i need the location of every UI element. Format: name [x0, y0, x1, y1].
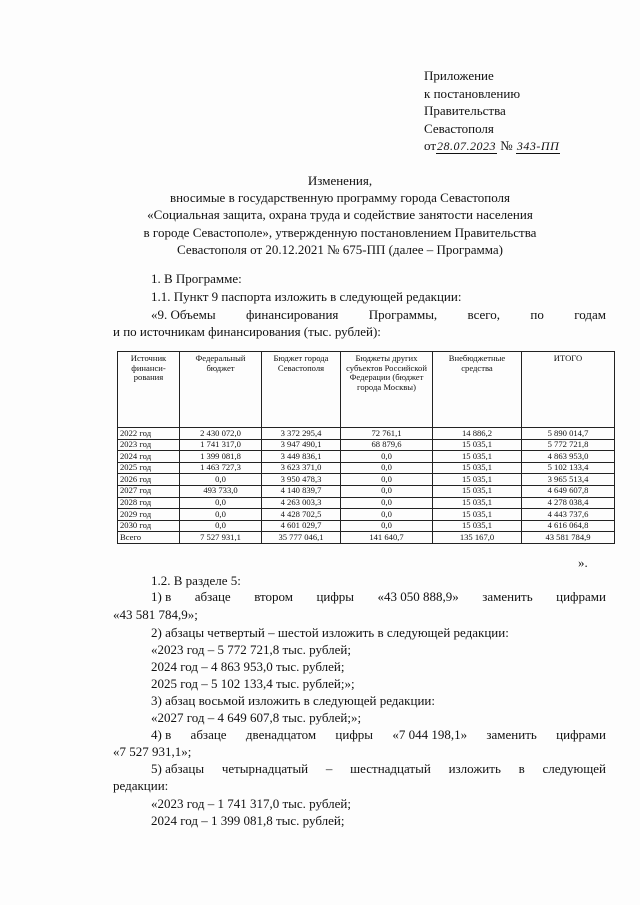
- para-1-line-2: «43 581 784,9»;: [113, 607, 198, 622]
- appendix-block: [424, 67, 560, 156]
- table-cell: 0,0: [341, 474, 433, 486]
- table-row: [118, 428, 615, 440]
- table-cell: 3 947 490,1: [262, 439, 341, 451]
- table-cell: 1 741 317,0: [180, 439, 262, 451]
- table-cell: 43 581 784,9: [522, 532, 615, 544]
- word: абзаце: [194, 589, 231, 604]
- word: 4) в: [151, 727, 172, 742]
- table-cell: 14 886,2: [433, 428, 522, 440]
- word: заменить: [486, 727, 537, 742]
- heading-line: вносимые в государственную программу города Севастополя: [169, 190, 511, 206]
- section-1: 1. В Программе:: [151, 271, 242, 286]
- table-cell: 2022 год: [118, 428, 180, 440]
- item-9-line-2: и по источникам финансирования (тыс. рублей):: [113, 324, 381, 339]
- table-cell: 1 399 081,8: [180, 451, 262, 463]
- table-cell: 4 649 607,8: [522, 485, 615, 497]
- para-4-line-2: «7 527 931,1»;: [113, 744, 192, 759]
- para-5-b: 2024 год – 1 399 081,8 тыс. рублей;: [151, 813, 345, 828]
- table-cell: 493 733,0: [180, 485, 262, 497]
- word: следующей: [542, 761, 606, 776]
- table-cell: 0,0: [341, 451, 433, 463]
- table-cell: 15 035,1: [433, 462, 522, 474]
- section-1-2: 1.2. В разделе 5:: [151, 573, 241, 588]
- word: 1) в: [151, 589, 172, 604]
- word: в: [518, 761, 525, 776]
- table-cell: 0,0: [180, 474, 262, 486]
- para-4-line-1: [151, 726, 606, 743]
- word: «9. Объемы: [151, 307, 216, 322]
- table-cell: 141 640,7: [341, 532, 433, 544]
- table-cell: 4 601 029,7: [262, 520, 341, 532]
- date-prefix: от: [424, 138, 437, 153]
- word: цифры: [335, 727, 373, 742]
- table-cell: 2 430 072,0: [180, 428, 262, 440]
- table-cell: 5 772 721,8: [522, 439, 615, 451]
- table-row: [118, 451, 615, 463]
- table-cell: 2029 год: [118, 509, 180, 521]
- word: по: [530, 307, 544, 322]
- table-row: [118, 509, 615, 521]
- table-cell: 2023 год: [118, 439, 180, 451]
- appendix-line: Правительства: [424, 103, 506, 118]
- word: изложить: [448, 761, 501, 776]
- heading-line: Севастополя от 20.12.2021 № 675-ПП (далее – Программа): [177, 241, 503, 257]
- table-cell: 5 102 133,4: [522, 462, 615, 474]
- table-cell: 2026 год: [118, 474, 180, 486]
- table-cell: 72 761,1: [341, 428, 433, 440]
- table-cell: 0,0: [341, 497, 433, 509]
- table-row: [118, 497, 615, 509]
- header-source: Источник финанси-рования: [118, 352, 180, 428]
- header-other-regions: Бюджеты других субъектов Российской Федерации (бюджет города Москвы): [341, 352, 433, 428]
- appendix-date-line: [424, 137, 560, 156]
- table-cell: 15 035,1: [433, 520, 522, 532]
- table-cell: 7 527 931,1: [180, 532, 262, 544]
- table-cell: Всего: [118, 532, 180, 544]
- para-2-a: «2023 год – 5 772 721,8 тыс. рублей;: [151, 642, 351, 657]
- table-row: [118, 485, 615, 497]
- table-cell: 0,0: [341, 509, 433, 521]
- table-header-row: [118, 352, 615, 428]
- handwritten-number: 343-ПП: [516, 139, 560, 153]
- word: «43 050 888,9»: [377, 589, 459, 604]
- table-cell: 4 278 038,4: [522, 497, 615, 509]
- table-row: [118, 474, 615, 486]
- table-cell: 68 879,6: [341, 439, 433, 451]
- appendix-line: Приложение: [424, 68, 494, 83]
- header-federal: Федеральный бюджет: [180, 352, 262, 428]
- table-total-row: [118, 532, 615, 544]
- table-row: [118, 462, 615, 474]
- word: финансирования: [245, 307, 339, 322]
- table-cell: 4 443 737,6: [522, 509, 615, 521]
- table-cell: 3 950 478,3: [262, 474, 341, 486]
- table-cell: 15 035,1: [433, 485, 522, 497]
- table-cell: 3 449 836,1: [262, 451, 341, 463]
- table-cell: 1 463 727,3: [180, 462, 262, 474]
- table-cell: 0,0: [180, 509, 262, 521]
- table-cell: 0,0: [341, 520, 433, 532]
- header-city: Бюджет города Севастополя: [262, 352, 341, 428]
- word: –: [325, 761, 333, 776]
- para-2-b: 2024 год – 4 863 953,0 тыс. рублей;: [151, 659, 345, 674]
- word: «7 044 198,1»: [392, 727, 468, 742]
- word: цифрами: [556, 589, 606, 604]
- word: всего,: [467, 307, 501, 322]
- table-cell: 15 035,1: [433, 474, 522, 486]
- word: цифрами: [556, 727, 606, 742]
- heading-line: Изменения,: [307, 173, 373, 188]
- header-total: ИТОГО: [522, 352, 615, 428]
- table-cell: 3 372 295,4: [262, 428, 341, 440]
- para-5-line-2: редакции:: [113, 778, 169, 793]
- table-cell: 15 035,1: [433, 509, 522, 521]
- table-close-quote: ».: [578, 555, 588, 570]
- word: заменить: [482, 589, 533, 604]
- para-1-line-1: [151, 588, 606, 605]
- word: Программы,: [368, 307, 438, 322]
- header-extrabudget: Внебюджетные средства: [433, 352, 522, 428]
- para-2: 2) абзацы четвертый – шестой изложить в следующей редакции:: [151, 625, 509, 640]
- table-cell: 15 035,1: [433, 497, 522, 509]
- table-cell: 0,0: [341, 462, 433, 474]
- heading-line: «Социальная защита, охрана труда и содействие занятости населения: [147, 207, 533, 223]
- table-cell: 15 035,1: [433, 451, 522, 463]
- table-cell: 4 428 702,5: [262, 509, 341, 521]
- para-2-c: 2025 год – 5 102 133,4 тыс. рублей;»;: [151, 676, 355, 691]
- financing-table: [117, 351, 615, 544]
- word: абзаце: [190, 727, 227, 742]
- table-cell: 0,0: [180, 497, 262, 509]
- table-cell: 35 777 046,1: [262, 532, 341, 544]
- table-cell: 3 623 371,0: [262, 462, 341, 474]
- section-1-1: 1.1. Пункт 9 паспорта изложить в следующей редакции:: [151, 289, 462, 304]
- appendix-line: к постановлению: [424, 85, 521, 101]
- table-cell: 0,0: [180, 520, 262, 532]
- table-cell: 4 863 953,0: [522, 451, 615, 463]
- table-cell: 5 890 014,7: [522, 428, 615, 440]
- para-5-line-1: [151, 760, 606, 777]
- para-3: 3) абзац восьмой изложить в следующей редакции:: [151, 693, 435, 708]
- table-cell: 4 263 003,3: [262, 497, 341, 509]
- word: шестнадцатый: [350, 761, 431, 776]
- table-cell: 4 140 839,7: [262, 485, 341, 497]
- table-cell: 2025 год: [118, 462, 180, 474]
- para-5-a: «2023 год – 1 741 317,0 тыс. рублей;: [151, 796, 351, 811]
- item-9-line-1: [151, 306, 606, 323]
- table-cell: 4 616 064,8: [522, 520, 615, 532]
- word: цифры: [316, 589, 355, 604]
- word: двенадцатом: [245, 727, 317, 742]
- table-cell: 3 965 513,4: [522, 474, 615, 486]
- appendix-line: Севастополя: [424, 120, 494, 136]
- handwritten-date: 28.07.2023: [437, 139, 497, 153]
- table-cell: 2024 год: [118, 451, 180, 463]
- table-cell: 0,0: [341, 485, 433, 497]
- table-cell: 2030 год: [118, 520, 180, 532]
- table-cell: 135 167,0: [433, 532, 522, 544]
- heading-line: в городе Севастополе», утвержденную постановлением Правительства: [143, 224, 537, 240]
- para-3-a: «2027 год – 4 649 607,8 тыс. рублей;»;: [151, 710, 362, 725]
- word: годам: [574, 307, 606, 322]
- word: 5) абзацы: [151, 761, 205, 776]
- table-row: [118, 520, 615, 532]
- table-cell: 2027 год: [118, 485, 180, 497]
- table-cell: 2028 год: [118, 497, 180, 509]
- document-heading: [110, 172, 570, 258]
- word: втором: [254, 589, 293, 604]
- table-cell: 15 035,1: [433, 439, 522, 451]
- word: четырнадцатый: [221, 761, 309, 776]
- table-row: [118, 439, 615, 451]
- number-prefix: №: [500, 138, 513, 153]
